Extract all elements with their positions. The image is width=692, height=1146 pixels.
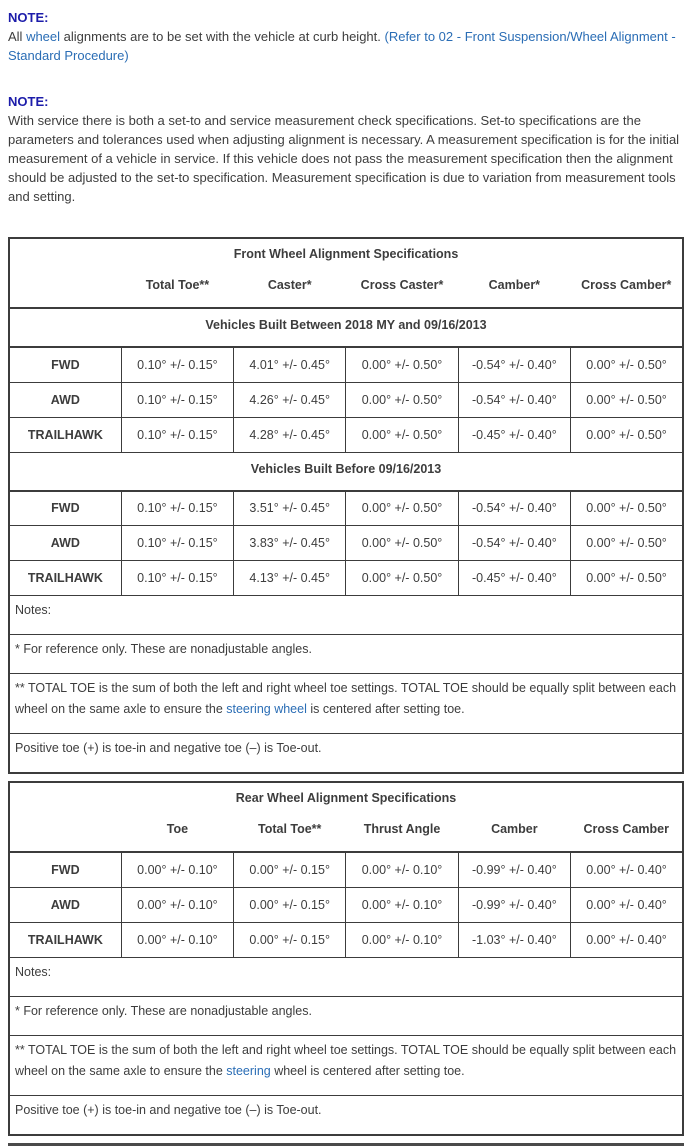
table-row — [9, 417, 683, 452]
wheel-link[interactable]: wheel — [26, 29, 61, 44]
column-header-cross-camber: Cross Camber* — [571, 265, 683, 308]
spec-cell: 0.00° +/- 0.50° — [346, 382, 458, 417]
footnote-reference: * For reference only. These are nonadjustable angles. — [9, 635, 683, 674]
notes-label: Notes: — [9, 957, 683, 996]
section-header-row — [9, 308, 683, 347]
set-to-spec-note — [8, 92, 684, 206]
spec-cell: 0.00° +/- 0.40° — [571, 887, 683, 922]
row-label: TRAILHAWK — [9, 922, 121, 957]
footnote-row — [9, 1095, 683, 1135]
table-title: Front Wheel Alignment Specifications — [233, 247, 459, 261]
spec-cell: 3.51° +/- 0.45° — [234, 491, 346, 526]
spec-cell: 4.01° +/- 0.45° — [234, 347, 346, 382]
spec-cell: 4.28° +/- 0.45° — [234, 417, 346, 452]
table-row — [9, 887, 683, 922]
section-header-row — [9, 452, 683, 491]
column-header-row — [9, 809, 683, 852]
spec-cell: -0.45° +/- 0.40° — [458, 561, 570, 596]
front-alignment-table — [8, 237, 684, 774]
spec-cell: 0.00° +/- 0.10° — [346, 852, 458, 887]
spec-cell: 0.10° +/- 0.15° — [121, 561, 233, 596]
spec-cell: 0.00° +/- 0.10° — [346, 922, 458, 957]
spec-cell: 4.13° +/- 0.45° — [234, 561, 346, 596]
spec-cell: 0.00° +/- 0.50° — [346, 417, 458, 452]
spec-cell: 0.00° +/- 0.10° — [121, 887, 233, 922]
row-label: AWD — [9, 526, 121, 561]
refer-procedure-link[interactable]: (Refer to 02 - Front Suspension/Wheel Alignment - Standard Procedure) — [8, 29, 676, 63]
spec-cell: 3.83° +/- 0.45° — [234, 526, 346, 561]
section-header: Vehicles Built Between 2018 MY and 09/16/2013 — [9, 308, 683, 347]
spec-cell: 0.00° +/- 0.50° — [346, 561, 458, 596]
table-row — [9, 922, 683, 957]
note1-mid: alignments are to be set with the vehicle at curb height. — [60, 29, 385, 44]
footnote-total-toe — [9, 674, 683, 734]
spec-cell: -0.54° +/- 0.40° — [458, 526, 570, 561]
table-row — [9, 561, 683, 596]
footnote-toe-pre: ** TOTAL TOE is the sum of both the left and right wheel toe settings. TOTAL TOE should be equally split between each wheel on the same axle to ensure the — [15, 681, 677, 716]
note-label: NOTE: — [8, 10, 49, 25]
footnote-positive-toe: Positive toe (+) is toe-in and negative toe (–) is Toe-out. — [9, 1095, 683, 1135]
note1-pre: All — [8, 29, 27, 44]
rear-alignment-table — [8, 781, 684, 1136]
column-header-cross-camber: Cross Camber — [571, 809, 683, 852]
spec-cell: -0.54° +/- 0.40° — [458, 491, 570, 526]
row-label: FWD — [9, 347, 121, 382]
spec-cell: 0.00° +/- 0.10° — [121, 922, 233, 957]
spec-cell: -0.45° +/- 0.40° — [458, 417, 570, 452]
note2-text: With service there is both a set-to and service measurement check specifications. Set-to specifications are the parameters and tolerances used when adjusting alignment is necessary. A measurement specification is for the initial measurement of a vehicle in service. If this vehicle does not pass the measurement specification then the alignment should be adjusted to the set-to specification. Measurement specification is due to variation from measurement tools and setting. — [8, 113, 680, 204]
corner-cell — [9, 809, 121, 852]
column-header-cross-caster: Cross Caster* — [346, 265, 458, 308]
spec-cell: 0.00° +/- 0.50° — [571, 561, 683, 596]
spec-cell: 0.00° +/- 0.50° — [571, 417, 683, 452]
notes-row — [9, 957, 683, 996]
table-row — [9, 347, 683, 382]
spec-cell: -0.54° +/- 0.40° — [458, 347, 570, 382]
footnote-toe-post: is centered after setting toe. — [306, 702, 465, 716]
column-header-camber: Camber* — [458, 265, 570, 308]
spec-cell: 0.10° +/- 0.15° — [121, 526, 233, 561]
table-title: Rear Wheel Alignment Specifications — [235, 791, 457, 805]
note-label: NOTE: — [8, 94, 49, 109]
notes-label: Notes: — [9, 596, 683, 635]
row-label: FWD — [9, 852, 121, 887]
notes-row — [9, 596, 683, 635]
footnote-toe-pre: ** TOTAL TOE is the sum of both the left and right wheel toe settings. TOTAL TOE should be equally split between each wheel on the same axle to ensure the — [15, 1042, 677, 1078]
spec-cell: 0.00° +/- 0.50° — [346, 491, 458, 526]
spec-cell: 0.10° +/- 0.15° — [121, 491, 233, 526]
spec-cell: 0.00° +/- 0.50° — [571, 382, 683, 417]
row-label: AWD — [9, 887, 121, 922]
corner-cell — [9, 265, 121, 308]
spec-cell: -0.99° +/- 0.40° — [458, 852, 570, 887]
footnote-row — [9, 635, 683, 674]
spec-cell: 4.26° +/- 0.45° — [234, 382, 346, 417]
spec-cell: 0.00° +/- 0.10° — [121, 852, 233, 887]
spec-cell: 0.00° +/- 0.50° — [346, 526, 458, 561]
spec-cell: 0.00° +/- 0.40° — [571, 852, 683, 887]
footnote-toe-post: wheel is centered after setting toe. — [270, 1063, 465, 1078]
footnote-reference: * For reference only. These are nonadjustable angles. — [9, 996, 683, 1035]
row-label: AWD — [9, 382, 121, 417]
steering-wheel-link[interactable]: steering wheel — [226, 702, 307, 716]
column-header-camber: Camber — [458, 809, 570, 852]
footnote-row — [9, 1035, 683, 1095]
column-header-thrust-angle: Thrust Angle — [346, 809, 458, 852]
curb-height-note — [8, 8, 684, 65]
row-label: TRAILHAWK — [9, 417, 121, 452]
row-label: FWD — [9, 491, 121, 526]
steering-link[interactable]: steering — [226, 1063, 271, 1078]
footnote-positive-toe: Positive toe (+) is toe-in and negative toe (–) is Toe-out. — [9, 734, 683, 774]
footnote-total-toe — [9, 1035, 683, 1095]
spec-cell: -0.99° +/- 0.40° — [458, 887, 570, 922]
table-title-row — [9, 238, 683, 265]
spec-cell: 0.10° +/- 0.15° — [121, 382, 233, 417]
spec-cell: 0.10° +/- 0.15° — [121, 347, 233, 382]
column-header-total-toe: Total Toe** — [121, 265, 233, 308]
note1-text — [8, 27, 684, 65]
spec-cell: 0.10° +/- 0.15° — [121, 417, 233, 452]
footnote-row — [9, 734, 683, 774]
table-row — [9, 852, 683, 887]
spec-cell: 0.00° +/- 0.50° — [571, 347, 683, 382]
column-header-toe: Toe — [121, 809, 233, 852]
section-header: Vehicles Built Before 09/16/2013 — [9, 452, 683, 491]
spec-cell: 0.00° +/- 0.15° — [234, 887, 346, 922]
footnote-row — [9, 996, 683, 1035]
column-header-total-toe: Total Toe** — [234, 809, 346, 852]
spec-cell: 0.00° +/- 0.10° — [346, 887, 458, 922]
table-title-row — [9, 782, 683, 809]
row-label: TRAILHAWK — [9, 561, 121, 596]
spec-cell: 0.00° +/- 0.15° — [234, 922, 346, 957]
spec-cell: 0.00° +/- 0.50° — [346, 347, 458, 382]
spec-cell: -0.54° +/- 0.40° — [458, 382, 570, 417]
footnote-row — [9, 674, 683, 734]
column-header-row — [9, 265, 683, 308]
table-row — [9, 382, 683, 417]
spec-cell: -1.03° +/- 0.40° — [458, 922, 570, 957]
next-table-cutoff-edge — [8, 1143, 684, 1146]
spec-cell: 0.00° +/- 0.15° — [234, 852, 346, 887]
table-row — [9, 526, 683, 561]
spec-cell: 0.00° +/- 0.40° — [571, 922, 683, 957]
spec-cell: 0.00° +/- 0.50° — [571, 491, 683, 526]
spec-cell: 0.00° +/- 0.50° — [571, 526, 683, 561]
column-header-caster: Caster* — [234, 265, 346, 308]
table-row — [9, 491, 683, 526]
